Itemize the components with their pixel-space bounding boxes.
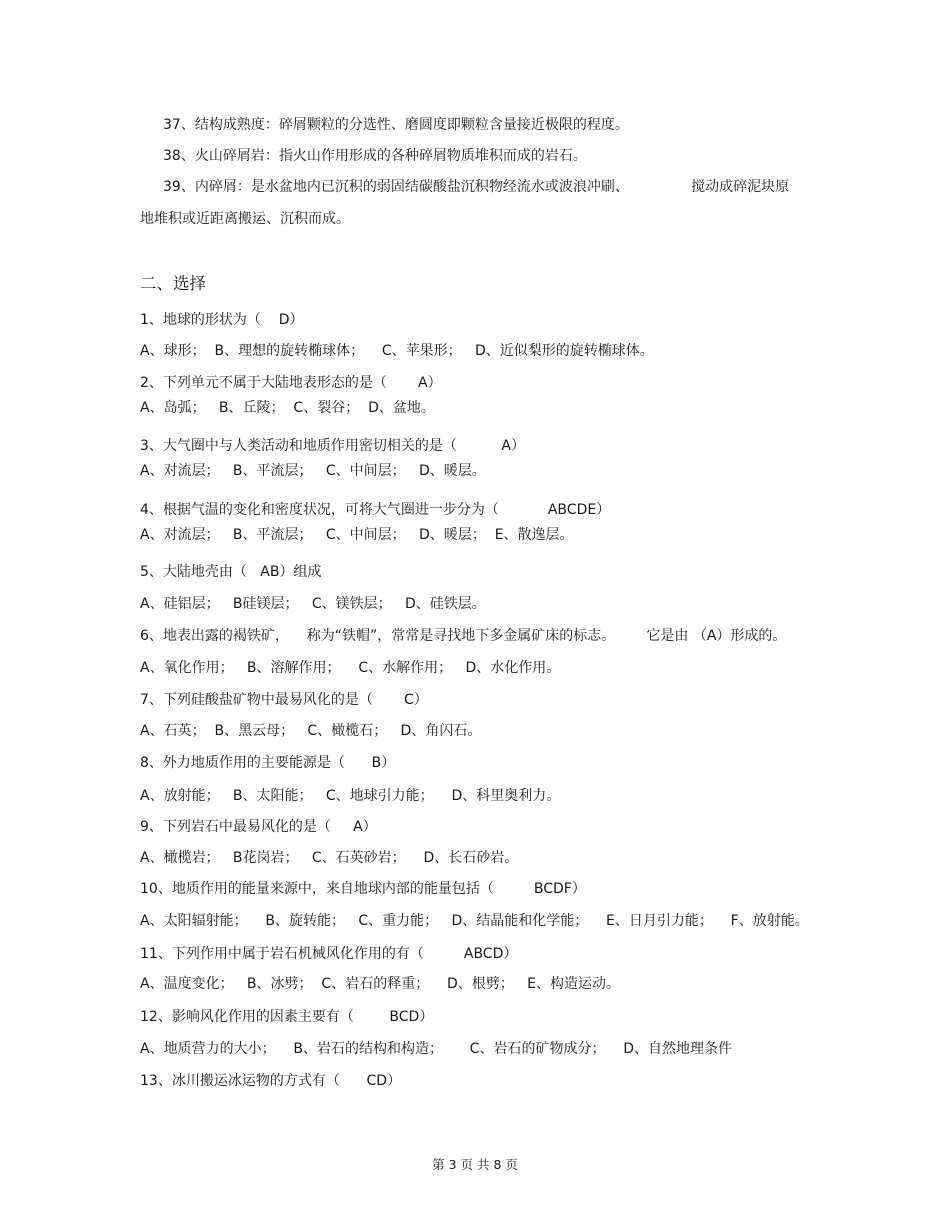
question-5-options: A、硅铝层； B硅镁层； C、镁铁层； D、硅铁层。 xyxy=(140,596,486,612)
question-11-options: A、温度变化； B、冰劈； C、岩石的释重； D、根劈； E、构造运动。 xyxy=(140,976,620,992)
question-3-options: A、对流层； B、平流层； C、中间层； D、暖层。 xyxy=(140,463,486,479)
page-footer: 第 3 页 共 8 页 xyxy=(432,1157,518,1172)
question-12: 12、影响风化作用的因素主要有（ BCD） xyxy=(140,1009,434,1025)
question-10-options: A、太阳辐射能； B、旋转能； C、重力能； D、结晶能和化学能； E、日月引力能； F、放射能。 xyxy=(140,913,809,929)
question-11: 11、下列作用中属于岩石机械风化作用的有（ ABCD） xyxy=(140,946,518,962)
question-2-options: A、岛弧； B、丘陵； C、裂谷； D、盆地。 xyxy=(140,400,435,416)
question-9-options: A、橄榄岩； B花岗岩； C、石英砂岩； D、长石砂岩。 xyxy=(140,850,519,866)
question-10: 10、地质作用的能量来源中，来自地球内部的能量包括（ BCDF） xyxy=(140,881,586,897)
definition-39: 39、内碎屑：是水盆地内已沉积的弱固结碳酸盐沉积物经流水或波浪冲刷、 搅动成碎泥块原 xyxy=(163,179,790,195)
question-13: 13、冰川搬运冰运物的方式有（ CD） xyxy=(140,1073,402,1089)
question-12-options: A、地质营力的大小； B、岩石的结构和构造； C、岩石的矿物成分； D、自然地理条件 xyxy=(140,1041,733,1057)
question-1: 1、地球的形状为（ D） xyxy=(140,312,304,328)
section-title: 二、选择 xyxy=(140,274,206,293)
definition-39-continued: 地堆积或近距离搬运、沉积而成。 xyxy=(140,211,350,227)
question-7-options: A、石英； B、黑云母； C、橄榄石； D、角闪石。 xyxy=(140,723,482,739)
question-3: 3、大气圈中与人类活动和地质作用密切相关的是（ A） xyxy=(140,438,525,454)
question-4: 4、根据气温的变化和密度状况，可将大气圈进一步分为（ ABCDE） xyxy=(140,502,611,518)
definition-38: 38、火山碎屑岩：指火山作用形成的各种碎屑物质堆积而成的岩石。 xyxy=(163,148,587,164)
definition-37: 37、结构成熟度：碎屑颗粒的分选性、磨圆度即颗粒含量接近极限的程度。 xyxy=(163,117,629,133)
question-1-options: A、球形； B、理想的旋转椭球体； C、苹果形； D、近似梨形的旋转椭球体。 xyxy=(140,343,654,359)
question-7: 7、下列硅酸盐矿物中最易风化的是（ C） xyxy=(140,692,428,708)
question-9: 9、下列岩石中最易风化的是（ A） xyxy=(140,819,377,835)
question-6: 6、地表出露的褐铁矿， 称为“铁帽”，常常是寻找地下多金属矿床的标志。 它是由 （A）形成的。 xyxy=(140,628,787,644)
question-5: 5、大陆地壳由（ AB）组成 xyxy=(140,564,322,580)
question-8: 8、外力地质作用的主要能源是（ B） xyxy=(140,755,396,771)
question-4-options: A、对流层； B、平流层； C、中间层； D、暖层； E、散逸层。 xyxy=(140,527,574,543)
question-6-options: A、氧化作用； B、溶解作用； C、水解作用； D、水化作用。 xyxy=(140,660,561,676)
question-8-options: A、放射能； B、太阳能； C、地球引力能； D、科里奥利力。 xyxy=(140,788,561,804)
question-2: 2、下列单元不属于大陆地表形态的是（ A） xyxy=(140,375,442,391)
